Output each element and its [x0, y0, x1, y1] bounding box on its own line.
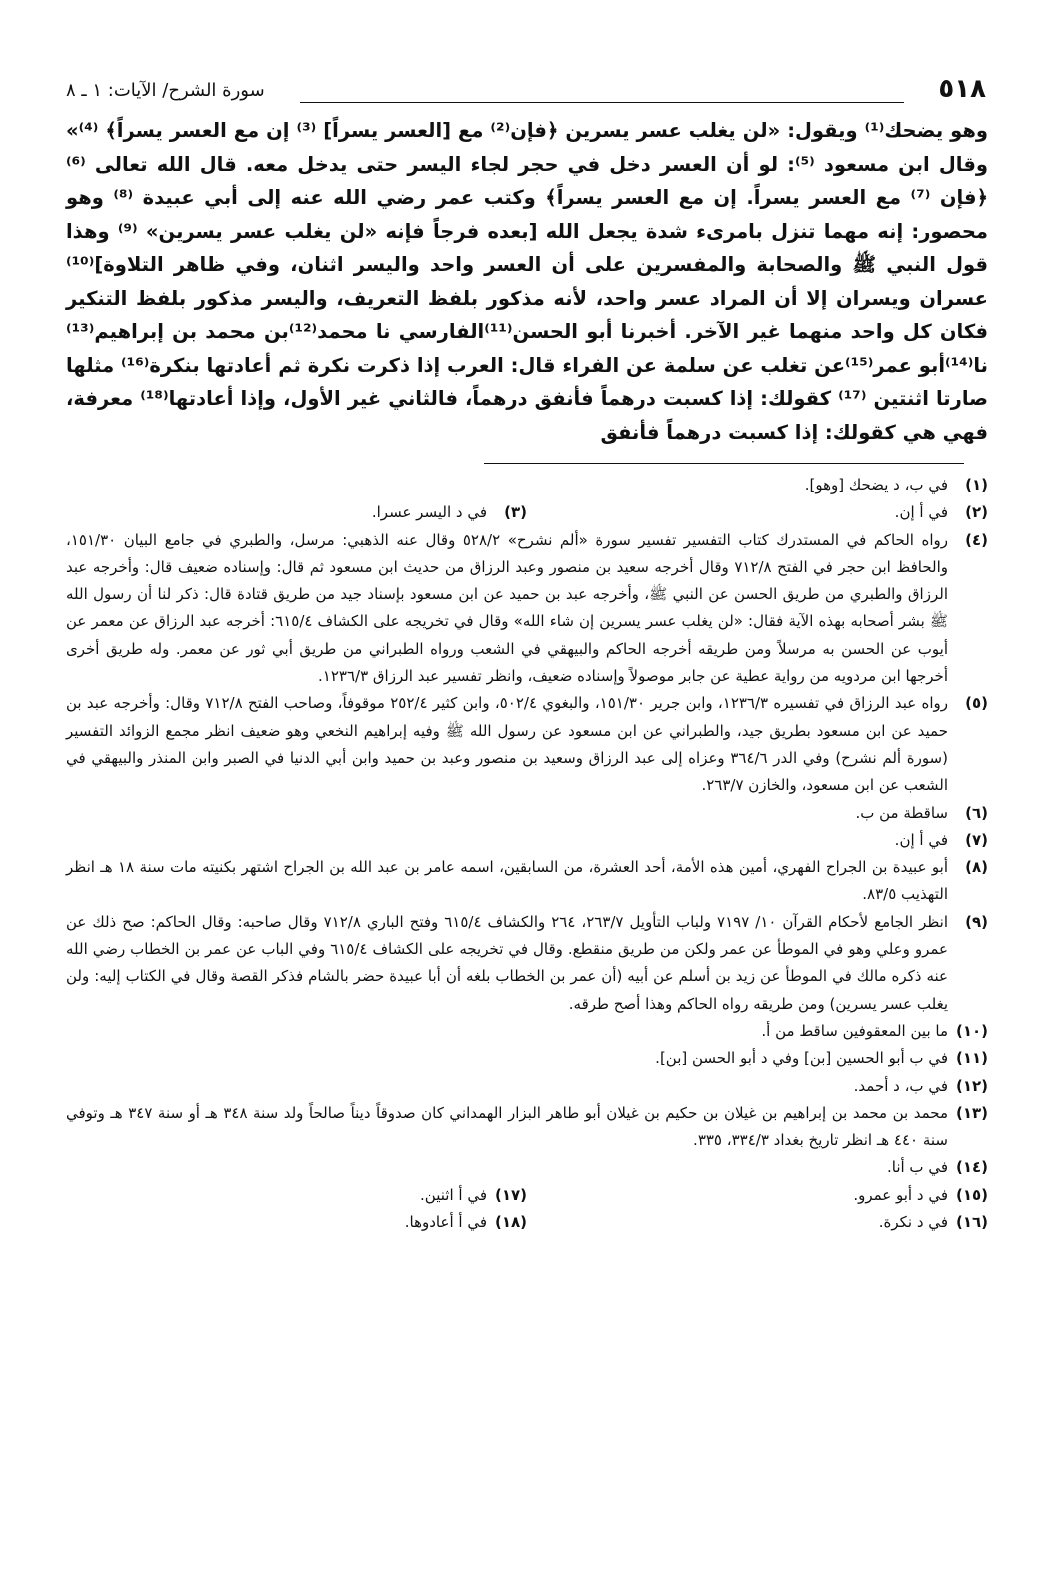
footnote [66, 1018, 988, 1045]
footnote-number: (١٤) [955, 1158, 988, 1177]
footnote-text: في د أبو عمرو. [853, 1185, 948, 1204]
footnote [66, 1045, 988, 1072]
footnote-number: (٢) [965, 503, 988, 522]
footnote [527, 1209, 988, 1236]
main-paragraph: وهو يضحك⁽¹⁾ ويقول: «لن يغلب عسر يسرين ﴿فإن⁽²⁾ مع [العسر يسراً] ⁽³⁾ إن مع العسر يسراً﴾ ⁽⁴⁾» وقال ابن مسعود ⁽⁵⁾: لو أن العسر دخل في حجر لجاء اليسر حتى يدخل معه. قال الله تعالى ⁽⁶⁾ ﴿فإن ⁽⁷⁾ مع العسر يسراً. إن مع العسر يسراً﴾ وكتب عمر رضي الله عنه إلى أبي عبيدة ⁽⁸⁾ وهو محصور: إنه مهما تنزل بامرىء شدة يجعل الله [بعده فرجاً فإنه «لن يغلب عسر يسرين» ⁽⁹⁾ وهذا قول النبي ﷺ والصحابة والمفسرين على أن العسر واحد واليسر اثنان، وفي ظاهر التلاوة]⁽¹⁰⁾ عسران ويسران إلا أن المراد عسر واحد، لأنه مذكور بلفظ التعريف، واليسر مذكور بلفظ التنكير فكان كل واحد منهما غير الآخر. أخبرنا أبو الحسن⁽¹¹⁾الفارسي نا محمد⁽¹²⁾بن محمد بن إبراهيم⁽¹³⁾نا⁽¹⁴⁾أبو عمر⁽¹⁵⁾عن تغلب عن سلمة عن الفراء قال: العرب إذا ذكرت نكرة ثم أعادتها بنكرة⁽¹⁶⁾ مثلها صارتا اثنتين ⁽¹⁷⁾ كقولك: إذا كسبت درهماً فأنفق درهماً، فالثاني غير الأول، وإذا أعادتها⁽¹⁸⁾ معرفة، فهي هي كقولك: إذا كسبت درهماً فأنفق [66, 119, 989, 444]
footnote-text: في أ اثنين. [420, 1185, 487, 1204]
footnote-number: (١٨) [494, 1213, 527, 1232]
header-rule [300, 102, 904, 103]
footnote [66, 690, 988, 799]
footnote-text: في أ أعادوها. [404, 1213, 487, 1232]
footnote [66, 1209, 527, 1236]
footnote-text: أبو عبيدة بن الجراح الفهري، أمين هذه الأمة، أحد العشرة، من السابقين، اسمه عامر بن عبد الله بن الجراح اشتهر بكنيته مات سنة ١٨ هـ انظر التهذيب ٨٣/٥. [66, 858, 948, 904]
page-number: ٥١٨ [938, 74, 986, 104]
footnote-number: (١٥) [955, 1185, 988, 1204]
footnote-number: (٥) [965, 694, 988, 713]
footnote-text: رواه عبد الرزاق في تفسيره ١٢٣٦/٣، وابن جرير ١٥١/٣٠، والبغوي ٥٠٢/٤، وابن كثير ٢٥٢/٤ موقوفاً، وصاحب الفتح ٧١٢/٨ وقال: وأخرجه عبد بن حميد عن ابن مسعود بطريق جيد، والطبراني عن ابن مسعود عن رسول الله ﷺ وفيه إبراهيم النخعي وهو ضعيف انظر مجمع الزوائد التفسير (سورة ألم نشرح) وفي الدر ٣٦٤/٦ وعزاه إلى عبد الرزاق وسعيد بن منصور وعبد بن حميد وابن أبي الدنيا في الصبر وابن المنذر والبيهقي في الشعب عن ابن مسعود، والخازن ٢٦٣/٧. [66, 694, 949, 795]
footnote-text: في ب أبو الحسين [بن] وفي د أبو الحسن [بن]. [655, 1049, 948, 1068]
footnote-text: في أ إن. [894, 503, 948, 522]
footnote-number: (٧) [965, 830, 988, 849]
footnote-number: (٤) [965, 530, 988, 549]
running-title: سورة الشرح/ الآيات: ١ ـ ٨ [66, 80, 265, 101]
footnote-number: (١٢) [955, 1076, 988, 1095]
footnote [66, 1073, 988, 1100]
footnotes [38, 472, 1016, 1236]
footnote-number: (١١) [955, 1049, 988, 1068]
footnote [66, 827, 988, 854]
footnote [527, 499, 988, 526]
page-header [38, 62, 1016, 106]
footnote-number: (٨) [965, 858, 988, 877]
footnote-text: في أ إن. [894, 830, 948, 849]
footnote-pair [66, 499, 988, 526]
footnote-text: في د اليسر عسرا. [371, 503, 487, 522]
footnote-number: (١٠) [955, 1021, 988, 1040]
footnote [66, 1182, 527, 1209]
footnote [66, 1154, 988, 1181]
footnote-text: رواه الحاكم في المستدرك كتاب التفسير تفسير سورة «ألم نشرح» ٥٢٨/٢ وقال عنه الذهبي: مرسل، والطبري في جامع البيان ١٥١/٣٠، والحافظ ابن حجر في الفتح ٧١٢/٨ وقال أخرجه سعيد بن منصور وعبد الرزاق من حديث ابن مسعود ثم قال: وإسناده ضعيف قال: وأخرجه عبد الرزاق والطبري من طريق الحسن عن النبي ﷺ، وأخرجه عبد بن حميد عن ابن مسعود بإسناد جيد من طريق قتادة قال: ذكر لنا أن رسول الله ﷺ بشر أصحابه بهذه الآية فقال: «لن يغلب عسر يسرين إن شاء الله» وقال في تخريجه على الكشاف ٦١٥/٤: أخرجه عبد الرزاق عن معمر عن أيوب عن الحسن به مرسلاً ومن طريقه أخرجه الحاكم والبيهقي في الشعب ورواه الطبراني من طريق أبي ثور عن معمر. وله طريق أخرى أخرجها ابن مردويه من رواية عطية عن جابر موصولاً وإسناده ضعيف، وانظر تفسير عبد الرزاق ١٢٣٦/٣. [66, 530, 948, 686]
footnote [66, 527, 988, 691]
footnote-text: في د نكرة. [878, 1213, 948, 1232]
footnote-number: (٣) [504, 503, 527, 522]
footnote [66, 1100, 988, 1155]
footnote [527, 1182, 988, 1209]
footnote-number: (١٣) [955, 1103, 988, 1122]
footnote-text: محمد بن محمد بن إبراهيم بن غيلان بن حكيم بن غيلان أبو طاهر البزار الهمداني كان صدوقاً ديناً صالحاً ولد سنة ٣٤٨ هـ أو سنة ٣٤٧ هـ وتوفي سنة ٤٤٠ هـ انظر تاريخ بغداد ٣٣٤/٣، ٣٣٥. [66, 1103, 948, 1150]
footnote [66, 909, 988, 1018]
footnote [66, 800, 988, 827]
footnote-text: ما بين المعقوفين ساقط من أ. [761, 1021, 948, 1040]
footnote [66, 499, 527, 526]
footnote-text: في ب أنا. [886, 1158, 948, 1177]
main-text [38, 114, 1016, 449]
footnote-number: (١٦) [955, 1213, 988, 1232]
footnote [66, 472, 988, 499]
footnote-number: (٩) [965, 912, 988, 931]
footnote-pair [66, 1182, 988, 1209]
footnote-number: (١٧) [494, 1185, 527, 1204]
footnote-pair [66, 1209, 988, 1236]
footnote-number: (١) [965, 476, 988, 494]
footnote-text: انظر الجامع لأحكام القرآن ١٠/ ٧١٩٧ ولباب التأويل ٢٦٣/٧، ٢٦٤ والكشاف ٦١٥/٤ وفتح الباري ٧١٢/٨ وقال صاحبه: وقال الحاكم: صح ذلك عن عمرو وعلي وهو في الموطأ عن عمر ولكن من طريق منقطع. وقال في تخريجه على الكشاف ٦١٥/٤ وفي الباب عن عمر بن الخطاب رضي الله عنه ذكره مالك في الموطأ عن زيد بن أسلم عن أبيه (أن عمر بن الخطاب بلغه أن أبا عبيدة حضر بالشام فذكر القصة وقال في الكتاب إليه: ولن يغلب عسر يسرين) ومن طريقه رواه الحاكم وهذا أصح طرقه. [66, 912, 948, 1013]
footnote-text: في ب، د أحمد. [853, 1076, 948, 1095]
footnote-text: ساقطة من ب. [855, 803, 948, 822]
footnote-text: في ب، د يضحك [وهو]. [804, 476, 948, 494]
footnote-separator [484, 463, 964, 464]
footnote-number: (٦) [965, 803, 988, 822]
footnote [66, 854, 988, 909]
